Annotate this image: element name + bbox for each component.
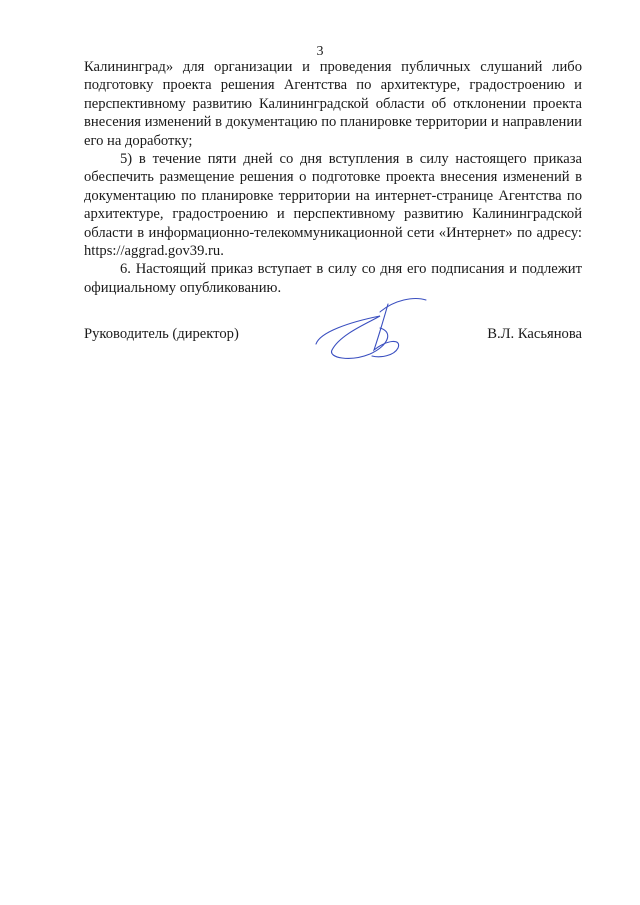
- signature-stroke: [316, 316, 388, 358]
- signatory-title: Руководитель (директор): [84, 326, 239, 342]
- paragraph-item-6: 6. Настоящий приказ вступает в силу со дня его подписания и подлежит официальному опубликованию.: [84, 261, 582, 296]
- signature-stroke: [380, 299, 426, 313]
- paragraph-continuation: Калининград» для организации и проведения публичных слушаний либо подготовку проекта решения Агентства по архитектуре, градостроению и перспективному развитию Калининградской области об отклонении проекта внесения изменений в документацию по планировке территории и направлении его на доработку;: [84, 59, 582, 149]
- handwritten-signature: [310, 292, 430, 372]
- document-body: [84, 58, 582, 297]
- page-number: 3: [316, 44, 324, 59]
- signatory-name: В.Л. Касьянова: [487, 326, 582, 342]
- paragraph-item-5: 5) в течение пяти дней со дня вступления в силу настоящего приказа обеспечить размещение решения о подготовке проекта внесения изменений в документацию по планировке территории на интернет-странице Агентства по архитектуре, градостроению и перспективному развитию Калининградской области в информационно-телекоммуникационной сети «Интернет» по адресу: https://aggrad.gov39.ru.: [84, 151, 582, 260]
